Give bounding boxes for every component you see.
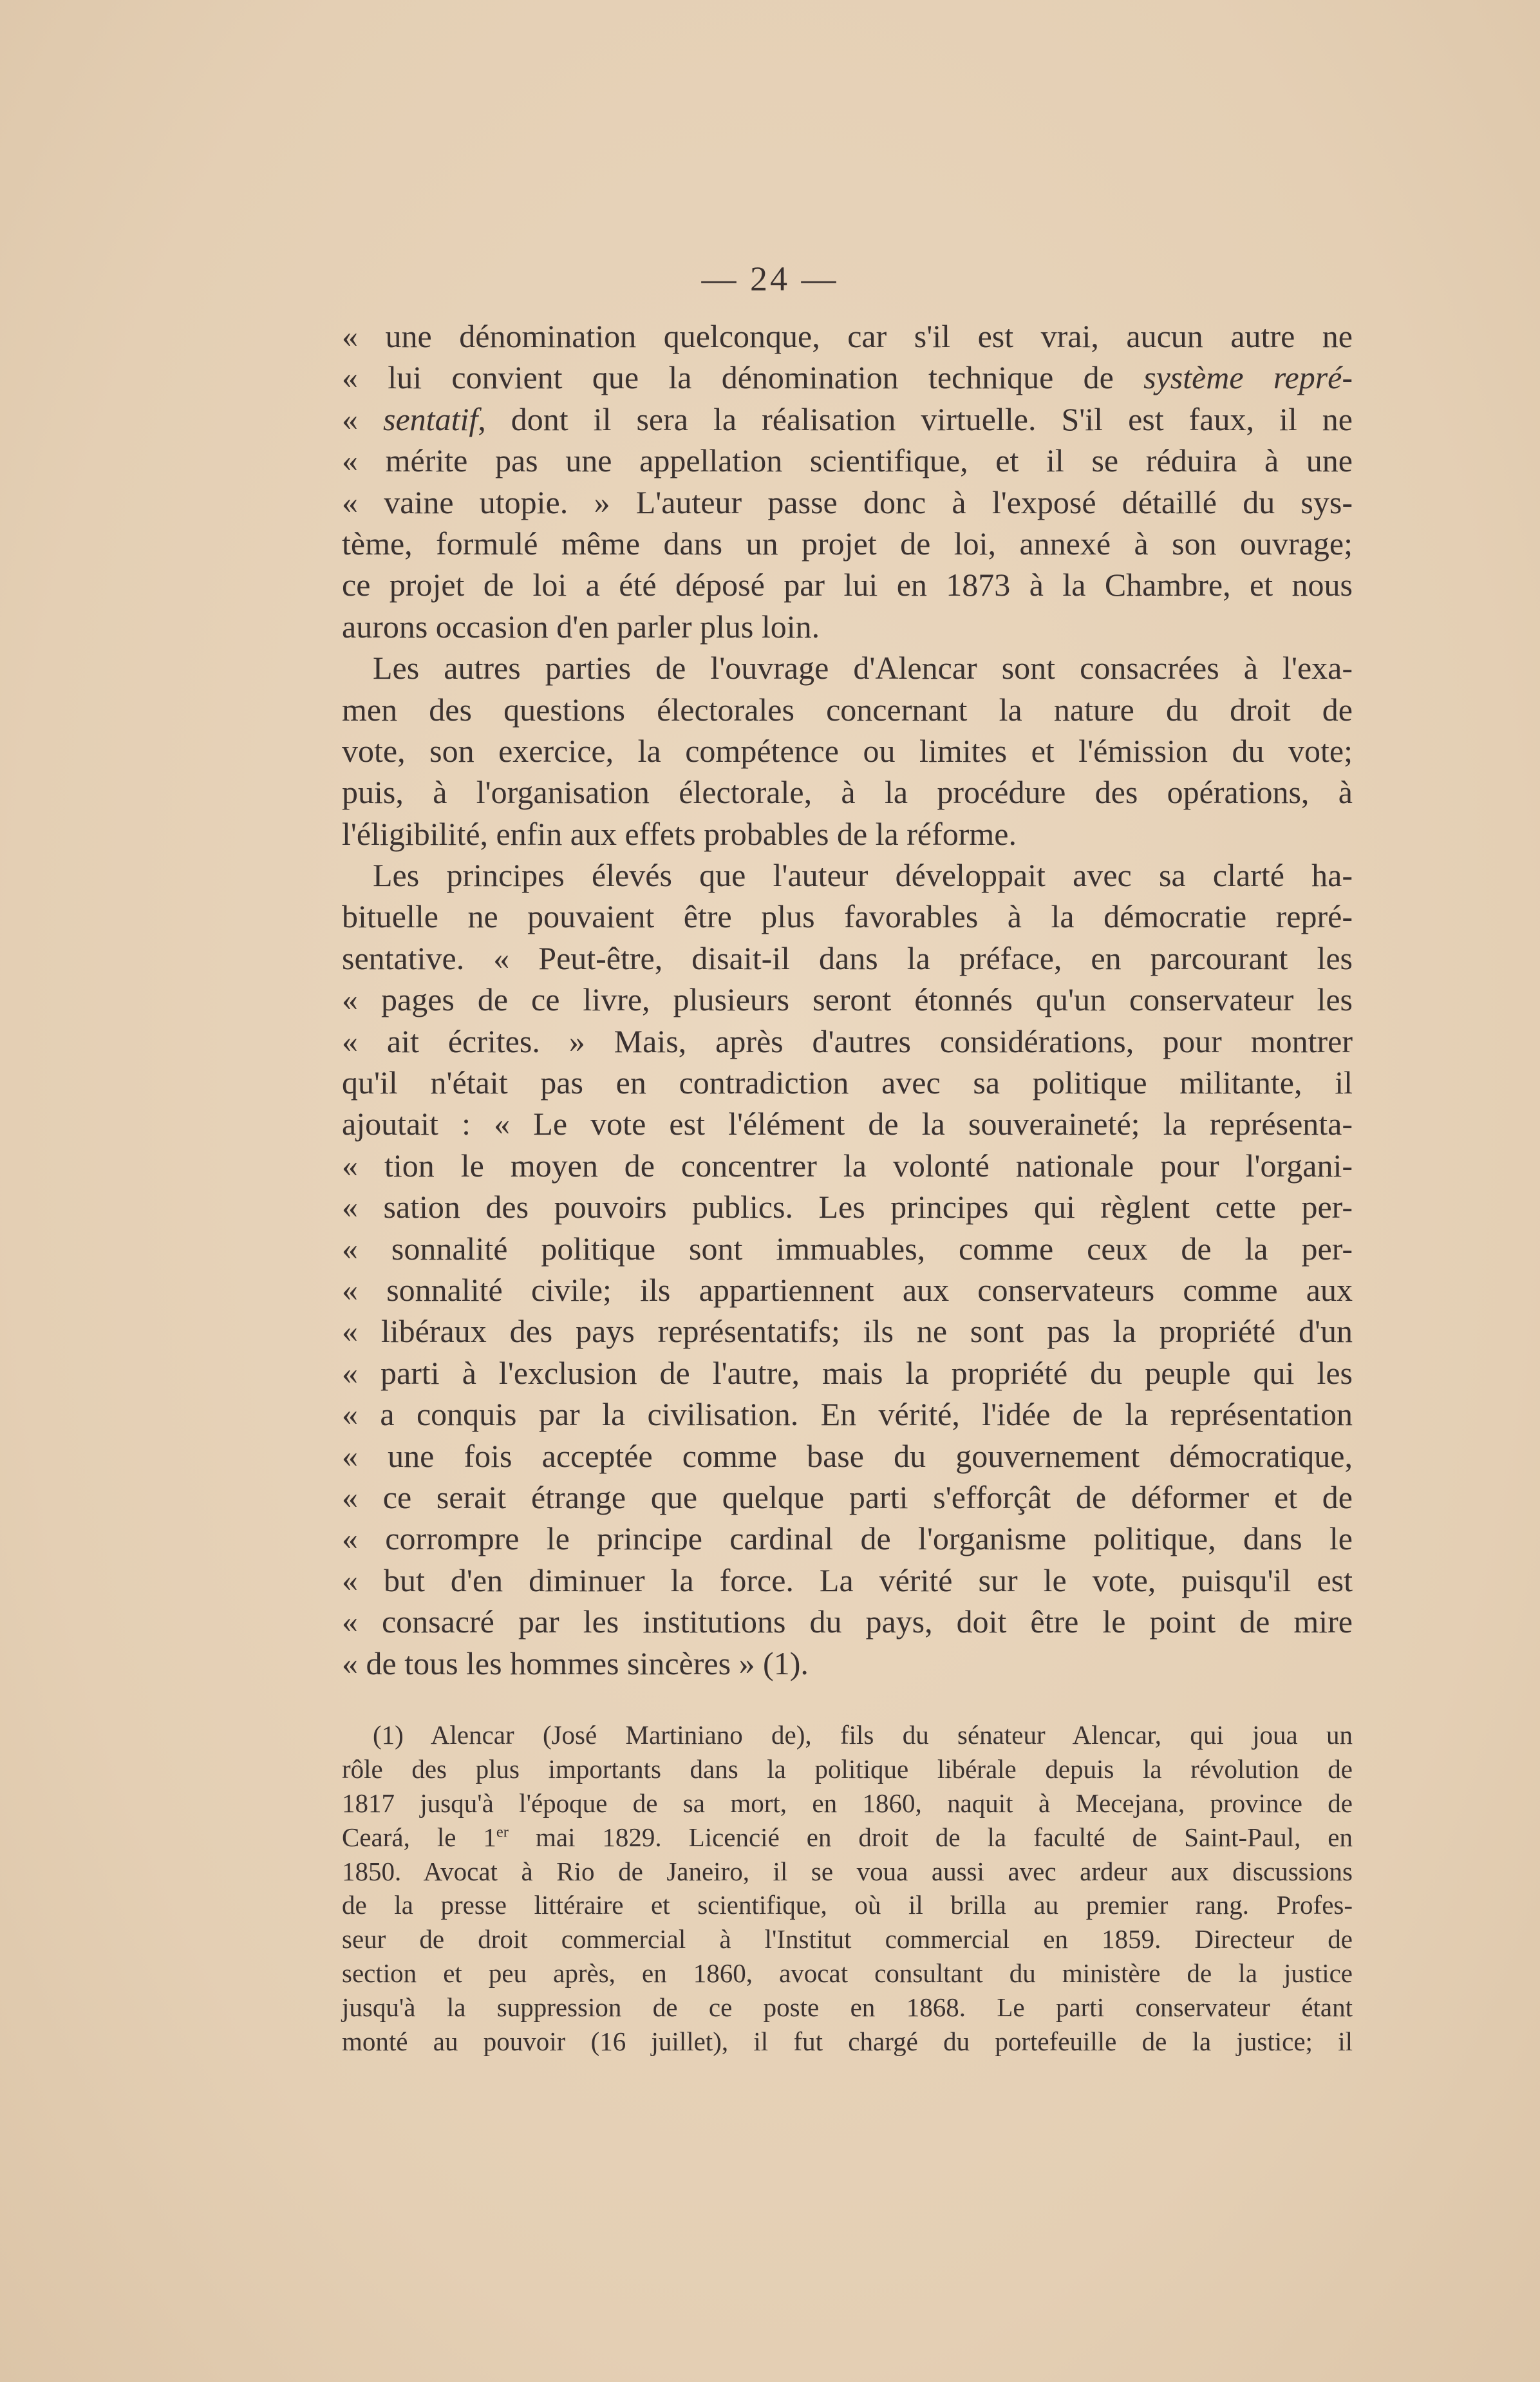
body-line: [342, 1103, 1353, 1144]
text-segment: « de tous les hommes sincères » (1).: [342, 1645, 809, 1681]
text-segment: section et peu après, en 1860, avocat consultant du ministère de la justice: [342, 1958, 1353, 1989]
text-segment: « une fois acceptée comme base du gouvernement démocratique,: [342, 1437, 1353, 1474]
text-segment: bituelle ne pouvaient être plus favorables à la démocratie repré-: [342, 898, 1353, 935]
body-line: [342, 1021, 1353, 1062]
body-line: [342, 938, 1353, 979]
body-line: [342, 399, 1353, 440]
body-line: [342, 564, 1353, 605]
text-segment: « ait écrites. » Mais, après d'autres considérations, pour montrer: [342, 1023, 1353, 1059]
body-line: [342, 1435, 1353, 1477]
body-line: [342, 689, 1353, 730]
text-segment: monté au pouvoir (16 juillet), il fut chargé du portefeuille de la justice; il: [342, 2027, 1353, 2057]
text-segment: « lui convient que la dénomination technique de: [342, 359, 1144, 396]
footnote-line: [342, 1786, 1353, 1820]
body-line: [342, 1186, 1353, 1227]
text-segment: « libéraux des pays représentatifs; ils ne sont pas la propriété d'un: [342, 1313, 1353, 1350]
body-line: [342, 482, 1353, 523]
footnote-line: [342, 1922, 1353, 1956]
body-line: [342, 979, 1353, 1020]
text-segment: seur de droit commercial à l'Institut commercial en 1859. Directeur de: [342, 1924, 1353, 1954]
text-segment: « parti à l'exclusion de l'autre, mais la propriété du peuple qui les: [342, 1354, 1353, 1391]
text-segment: vote, son exercice, la compétence ou limites et l'émission du vote;: [342, 732, 1353, 769]
text-segment: «: [342, 401, 384, 437]
body-text: [342, 316, 1353, 1684]
footnote-line: [342, 1956, 1353, 1990]
body-line: [342, 1310, 1353, 1352]
footnote-line: [342, 1888, 1353, 1922]
body-line: [342, 1145, 1353, 1186]
body-line: [342, 316, 1353, 357]
body-line: [342, 357, 1353, 398]
body-line: [342, 896, 1353, 937]
footnote-line: [342, 1990, 1353, 2025]
footnote: [342, 1718, 1353, 2059]
superscript: er: [496, 1823, 509, 1841]
body-line: [342, 647, 1353, 688]
text-segment: ajoutait : « Le vote est l'élément de la souveraineté; la représenta-: [342, 1106, 1353, 1142]
text-segment: « mérite pas une appellation scientifique, et il se réduira à une: [342, 442, 1353, 479]
body-line: [342, 440, 1353, 481]
footnote-line: [342, 1855, 1353, 1889]
footnote-line: [342, 1752, 1353, 1786]
text-segment: , dont il sera la réalisation virtuelle. S'il est faux, il ne: [478, 401, 1353, 437]
text-segment: « sonnalité civile; ils appartiennent aux conservateurs comme aux: [342, 1271, 1353, 1308]
text-segment: « sonnalité politique sont immuables, comme ceux de la per-: [342, 1230, 1353, 1267]
text-segment: « a conquis par la civilisation. En vérité, l'idée de la représentation: [342, 1396, 1353, 1433]
text-segment: « ce serait étrange que quelque parti s'efforçât de déformer et de: [342, 1479, 1353, 1515]
body-line: [342, 1560, 1353, 1601]
text-segment: Ceará, le 1: [342, 1822, 496, 1852]
footnote-line: [342, 1820, 1353, 1855]
page-number: — 24 —: [701, 260, 839, 298]
text-segment: de la presse littéraire et scientifique, où il brilla au premier rang. Profes-: [342, 1890, 1353, 1920]
footnote-line: [342, 2025, 1353, 2059]
footnote-line: [342, 1718, 1353, 1752]
text-segment: mai 1829. Licencié en droit de la faculté de Saint-Paul, en: [509, 1822, 1353, 1852]
body-line: [342, 1352, 1353, 1394]
body-line: [342, 855, 1353, 896]
text-segment: « but d'en diminuer la force. La vérité sur le vote, puisqu'il est: [342, 1562, 1353, 1598]
text-segment: qu'il n'était pas en contradiction avec sa politique militante, il: [342, 1064, 1353, 1101]
body-line: [342, 1518, 1353, 1559]
body-line: [342, 1228, 1353, 1269]
text-segment: Les autres parties de l'ouvrage d'Alencar sont consacrées à l'exa-: [373, 650, 1353, 686]
text-segment: men des questions électorales concernant la nature du droit de: [342, 691, 1353, 728]
body-line: [342, 1394, 1353, 1435]
italic-text: sentatif: [383, 401, 478, 437]
text-segment: (1) Alencar (José Martiniano de), fils du sénateur Alencar, qui joua un: [373, 1720, 1353, 1750]
text-segment: sentative. « Peut-être, disait-il dans la préface, en parcourant les: [342, 940, 1353, 976]
body-line: [342, 606, 1353, 647]
body-line: [342, 1601, 1353, 1642]
text-segment: « consacré par les institutions du pays, doit être le point de mire: [342, 1603, 1353, 1640]
text-segment: aurons occasion d'en parler plus loin.: [342, 608, 820, 645]
text-segment: rôle des plus importants dans la politique libérale depuis la révolution de: [342, 1753, 1353, 1784]
text-segment: « vaine utopie. » L'auteur passe donc à l'exposé détaillé du sys-: [342, 484, 1353, 520]
text-segment: 1817 jusqu'à l'époque de sa mort, en 1860, naquit à Mecejana, province de: [342, 1788, 1353, 1818]
text-segment: « pages de ce livre, plusieurs seront étonnés qu'un conservateur les: [342, 981, 1353, 1018]
body-line: [342, 1477, 1353, 1518]
body-line: [342, 730, 1353, 771]
text-segment: « sation des pouvoirs publics. Les principes qui règlent cette per-: [342, 1189, 1353, 1225]
text-segment: « une dénomination quelconque, car s'il est vrai, aucun autre ne: [342, 318, 1353, 354]
body-line: [342, 813, 1353, 855]
body-line: [342, 1643, 1353, 1684]
body-line: [342, 1269, 1353, 1310]
body-line: [342, 771, 1353, 813]
italic-text: système repré-: [1143, 359, 1353, 396]
text-segment: ce projet de loi a été déposé par lui en 1873 à la Chambre, et nous: [342, 567, 1353, 603]
text-segment: l'éligibilité, enfin aux effets probables de la réforme.: [342, 815, 1017, 852]
text-segment: « corrompre le principe cardinal de l'organisme politique, dans le: [342, 1520, 1353, 1557]
text-segment: puis, à l'organisation électorale, à la procédure des opérations, à: [342, 774, 1353, 811]
text-segment: Les principes élevés que l'auteur développait avec sa clarté ha-: [373, 857, 1353, 894]
body-line: [342, 1062, 1353, 1103]
text-segment: 1850. Avocat à Rio de Janeiro, il se voua aussi avec ardeur aux discussions: [342, 1856, 1353, 1886]
text-segment: tème, formulé même dans un projet de loi, annexé à son ouvrage;: [342, 525, 1353, 562]
text-segment: « tion le moyen de concentrer la volonté nationale pour l'organi-: [342, 1147, 1353, 1184]
body-line: [342, 523, 1353, 564]
text-segment: jusqu'à la suppression de ce poste en 1868. Le parti conservateur étant: [342, 1992, 1353, 2023]
